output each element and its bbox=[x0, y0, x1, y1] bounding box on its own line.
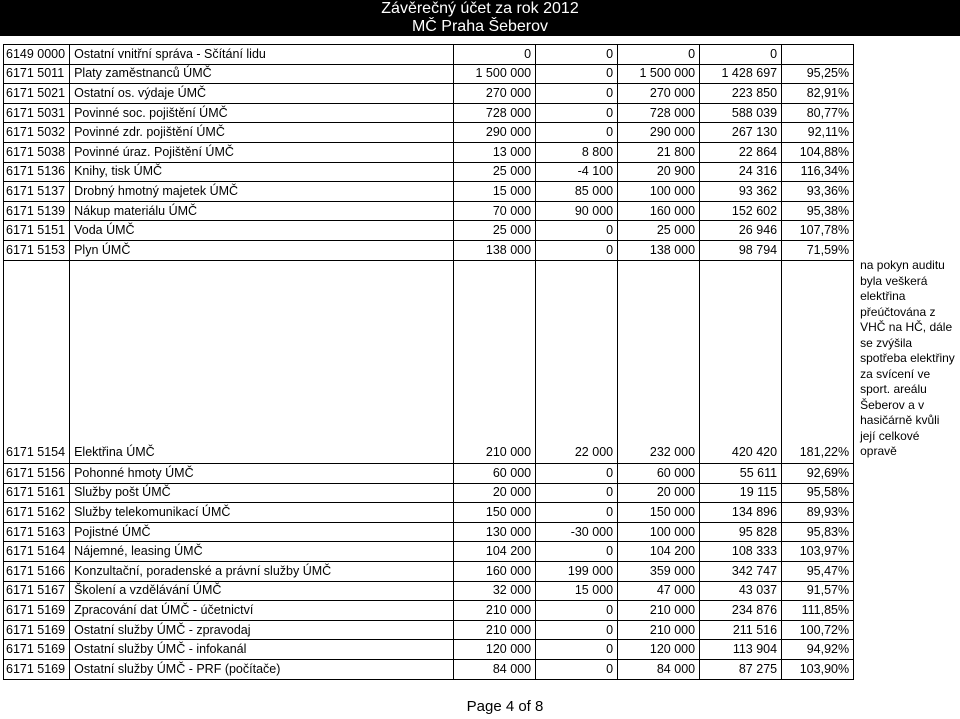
row-approved-budget: 290 000 bbox=[454, 123, 536, 143]
row-percent: 181,22% bbox=[782, 260, 854, 464]
row-actual: 134 896 bbox=[700, 503, 782, 523]
row-adjusted-budget: 0 bbox=[618, 45, 700, 65]
table-row bbox=[4, 464, 959, 484]
table-row bbox=[4, 84, 959, 104]
spacer-cell bbox=[854, 483, 959, 503]
row-name: Knihy, tisk ÚMČ bbox=[70, 162, 454, 182]
row-code: 6171 5169 bbox=[4, 640, 70, 660]
row-percent: 103,90% bbox=[782, 659, 854, 679]
table-row bbox=[4, 503, 959, 523]
row-budget-change: 199 000 bbox=[536, 562, 618, 582]
row-code: 6171 5032 bbox=[4, 123, 70, 143]
page-indicator: Page 4 of 8 bbox=[466, 698, 544, 715]
row-percent: 82,91% bbox=[782, 84, 854, 104]
electricity-note bbox=[854, 260, 959, 464]
row-actual: 55 611 bbox=[700, 464, 782, 484]
row-name: Pohonné hmoty ÚMČ bbox=[70, 464, 454, 484]
spacer-cell bbox=[854, 522, 959, 542]
spacer-cell bbox=[854, 640, 959, 660]
row-name: Elektřina ÚMČ bbox=[70, 260, 454, 464]
row-adjusted-budget: 150 000 bbox=[618, 503, 700, 523]
row-name: Ostatní os. výdaje ÚMČ bbox=[70, 84, 454, 104]
row-budget-change: 0 bbox=[536, 221, 618, 241]
row-name: Služby telekomunikací ÚMČ bbox=[70, 503, 454, 523]
row-percent: 95,38% bbox=[782, 201, 854, 221]
row-name: Nájemné, leasing ÚMČ bbox=[70, 542, 454, 562]
row-percent: 71,59% bbox=[782, 240, 854, 260]
row-actual: 342 747 bbox=[700, 562, 782, 582]
row-approved-budget: 120 000 bbox=[454, 640, 536, 660]
row-code: 6171 5169 bbox=[4, 620, 70, 640]
row-approved-budget: 20 000 bbox=[454, 483, 536, 503]
row-name: Konzultační, poradenské a právní služby ÚMČ bbox=[70, 562, 454, 582]
row-name: Drobný hmotný majetek ÚMČ bbox=[70, 182, 454, 202]
row-percent: 80,77% bbox=[782, 103, 854, 123]
row-budget-change: 0 bbox=[536, 640, 618, 660]
budget-table bbox=[3, 44, 959, 680]
row-adjusted-budget: 359 000 bbox=[618, 562, 700, 582]
row-approved-budget: 160 000 bbox=[454, 562, 536, 582]
row-approved-budget: 130 000 bbox=[454, 522, 536, 542]
spacer-cell bbox=[854, 620, 959, 640]
row-approved-budget: 13 000 bbox=[454, 142, 536, 162]
spacer-cell bbox=[854, 542, 959, 562]
row-code: 6171 5153 bbox=[4, 240, 70, 260]
row-code: 6171 5021 bbox=[4, 84, 70, 104]
row-adjusted-budget: 100 000 bbox=[618, 522, 700, 542]
row-approved-budget: 70 000 bbox=[454, 201, 536, 221]
row-actual: 22 864 bbox=[700, 142, 782, 162]
row-budget-change: 85 000 bbox=[536, 182, 618, 202]
row-adjusted-budget: 120 000 bbox=[618, 640, 700, 660]
row-actual: 43 037 bbox=[700, 581, 782, 601]
row-approved-budget: 728 000 bbox=[454, 103, 536, 123]
row-actual: 211 516 bbox=[700, 620, 782, 640]
row-adjusted-budget: 290 000 bbox=[618, 123, 700, 143]
row-budget-change: 0 bbox=[536, 45, 618, 65]
spacer-cell bbox=[854, 659, 959, 679]
row-percent: 100,72% bbox=[782, 620, 854, 640]
row-code: 6171 5161 bbox=[4, 483, 70, 503]
row-adjusted-budget: 160 000 bbox=[618, 201, 700, 221]
spacer-cell bbox=[854, 581, 959, 601]
row-approved-budget: 0 bbox=[454, 45, 536, 65]
row-actual: 87 275 bbox=[700, 659, 782, 679]
row-approved-budget: 25 000 bbox=[454, 221, 536, 241]
table-row bbox=[4, 123, 959, 143]
row-adjusted-budget: 232 000 bbox=[618, 260, 700, 464]
spacer-cell bbox=[854, 142, 959, 162]
row-percent: 92,69% bbox=[782, 464, 854, 484]
row-adjusted-budget: 210 000 bbox=[618, 620, 700, 640]
row-adjusted-budget: 84 000 bbox=[618, 659, 700, 679]
note-text: na pokyn auditu byla veškerá elektřina přeúčtována z VHČ na HČ, dále se zvýšila spotřeba elektřiny za svícení ve sport. areálu Šeberov a v hasičárně kvůli její celkové opravě bbox=[860, 258, 955, 459]
table-row bbox=[4, 522, 959, 542]
row-code: 6171 5164 bbox=[4, 542, 70, 562]
row-budget-change: 0 bbox=[536, 84, 618, 104]
document-title: Závěrečný účet za rok 2012 bbox=[381, 0, 579, 17]
row-code: 6149 0000 bbox=[4, 45, 70, 65]
row-actual: 19 115 bbox=[700, 483, 782, 503]
document-subtitle: MČ Praha Šeberov bbox=[411, 18, 549, 35]
row-actual: 98 794 bbox=[700, 240, 782, 260]
row-budget-change: 0 bbox=[536, 123, 618, 143]
row-name: Povinné úraz. Pojištění ÚMČ bbox=[70, 142, 454, 162]
row-approved-budget: 104 200 bbox=[454, 542, 536, 562]
row-actual: 152 602 bbox=[700, 201, 782, 221]
table-row bbox=[4, 64, 959, 84]
row-code: 6171 5151 bbox=[4, 221, 70, 241]
row-approved-budget: 210 000 bbox=[454, 620, 536, 640]
row-budget-change: 0 bbox=[536, 601, 618, 621]
row-actual: 588 039 bbox=[700, 103, 782, 123]
row-budget-change: 0 bbox=[536, 464, 618, 484]
row-percent: 95,83% bbox=[782, 522, 854, 542]
row-actual: 95 828 bbox=[700, 522, 782, 542]
row-code: 6171 5162 bbox=[4, 503, 70, 523]
spacer-cell bbox=[854, 601, 959, 621]
row-budget-change: 0 bbox=[536, 64, 618, 84]
table-row bbox=[4, 162, 959, 182]
row-actual: 234 876 bbox=[700, 601, 782, 621]
row-budget-change: 15 000 bbox=[536, 581, 618, 601]
spacer-cell bbox=[854, 64, 959, 84]
row-percent bbox=[782, 45, 854, 65]
row-code: 6171 5031 bbox=[4, 103, 70, 123]
row-percent: 103,97% bbox=[782, 542, 854, 562]
row-name: Ostatní služby ÚMČ - PRF (počítače) bbox=[70, 659, 454, 679]
table-row bbox=[4, 601, 959, 621]
row-actual: 267 130 bbox=[700, 123, 782, 143]
row-budget-change: 0 bbox=[536, 503, 618, 523]
row-budget-change: -4 100 bbox=[536, 162, 618, 182]
row-percent: 95,25% bbox=[782, 64, 854, 84]
table-row bbox=[4, 562, 959, 582]
table-row bbox=[4, 483, 959, 503]
row-percent: 92,11% bbox=[782, 123, 854, 143]
row-approved-budget: 60 000 bbox=[454, 464, 536, 484]
spacer-cell bbox=[854, 464, 959, 484]
row-code: 6171 5167 bbox=[4, 581, 70, 601]
row-code: 6171 5166 bbox=[4, 562, 70, 582]
row-approved-budget: 210 000 bbox=[454, 260, 536, 464]
row-code: 6171 5163 bbox=[4, 522, 70, 542]
table-row bbox=[4, 542, 959, 562]
row-percent: 107,78% bbox=[782, 221, 854, 241]
row-budget-change: 90 000 bbox=[536, 201, 618, 221]
row-budget-change: 0 bbox=[536, 542, 618, 562]
row-budget-change: 22 000 bbox=[536, 260, 618, 464]
row-actual: 26 946 bbox=[700, 221, 782, 241]
table-row bbox=[4, 260, 959, 464]
row-percent: 95,58% bbox=[782, 483, 854, 503]
row-budget-change: 0 bbox=[536, 620, 618, 640]
row-code: 6171 5136 bbox=[4, 162, 70, 182]
row-approved-budget: 84 000 bbox=[454, 659, 536, 679]
row-name: Školení a vzdělávání ÚMČ bbox=[70, 581, 454, 601]
row-code: 6171 5169 bbox=[4, 601, 70, 621]
row-budget-change: 0 bbox=[536, 483, 618, 503]
row-adjusted-budget: 20 000 bbox=[618, 483, 700, 503]
row-budget-change: 0 bbox=[536, 659, 618, 679]
row-adjusted-budget: 25 000 bbox=[618, 221, 700, 241]
row-name: Povinné soc. pojištění ÚMČ bbox=[70, 103, 454, 123]
row-actual: 420 420 bbox=[700, 260, 782, 464]
row-approved-budget: 150 000 bbox=[454, 503, 536, 523]
row-code: 6171 5137 bbox=[4, 182, 70, 202]
table-row bbox=[4, 182, 959, 202]
row-actual: 223 850 bbox=[700, 84, 782, 104]
row-name: Ostatní vnitřní správa - Sčítání lidu bbox=[70, 45, 454, 65]
row-adjusted-budget: 1 500 000 bbox=[618, 64, 700, 84]
row-approved-budget: 138 000 bbox=[454, 240, 536, 260]
row-actual: 113 904 bbox=[700, 640, 782, 660]
row-adjusted-budget: 100 000 bbox=[618, 182, 700, 202]
row-name: Nákup materiálu ÚMČ bbox=[70, 201, 454, 221]
spacer-cell bbox=[854, 182, 959, 202]
spacer-cell bbox=[854, 201, 959, 221]
row-name: Služby pošt ÚMČ bbox=[70, 483, 454, 503]
row-actual: 1 428 697 bbox=[700, 64, 782, 84]
row-adjusted-budget: 20 900 bbox=[618, 162, 700, 182]
row-adjusted-budget: 47 000 bbox=[618, 581, 700, 601]
table-row bbox=[4, 640, 959, 660]
table-row bbox=[4, 620, 959, 640]
table-row bbox=[4, 142, 959, 162]
row-budget-change: -30 000 bbox=[536, 522, 618, 542]
row-percent: 91,57% bbox=[782, 581, 854, 601]
row-percent: 116,34% bbox=[782, 162, 854, 182]
row-approved-budget: 1 500 000 bbox=[454, 64, 536, 84]
row-name: Plyn ÚMČ bbox=[70, 240, 454, 260]
table-row bbox=[4, 201, 959, 221]
row-actual: 108 333 bbox=[700, 542, 782, 562]
row-name: Ostatní služby ÚMČ - zpravodaj bbox=[70, 620, 454, 640]
table-row bbox=[4, 221, 959, 241]
row-name: Ostatní služby ÚMČ - infokanál bbox=[70, 640, 454, 660]
row-percent: 104,88% bbox=[782, 142, 854, 162]
row-code: 6171 5139 bbox=[4, 201, 70, 221]
spacer-cell bbox=[854, 562, 959, 582]
row-adjusted-budget: 270 000 bbox=[618, 84, 700, 104]
row-name: Voda ÚMČ bbox=[70, 221, 454, 241]
row-code: 6171 5169 bbox=[4, 659, 70, 679]
row-percent: 94,92% bbox=[782, 640, 854, 660]
row-approved-budget: 15 000 bbox=[454, 182, 536, 202]
row-code: 6171 5156 bbox=[4, 464, 70, 484]
row-name: Platy zaměstnanců ÚMČ bbox=[70, 64, 454, 84]
row-percent: 93,36% bbox=[782, 182, 854, 202]
row-actual: 24 316 bbox=[700, 162, 782, 182]
row-adjusted-budget: 728 000 bbox=[618, 103, 700, 123]
row-percent: 111,85% bbox=[782, 601, 854, 621]
row-approved-budget: 210 000 bbox=[454, 601, 536, 621]
row-approved-budget: 32 000 bbox=[454, 581, 536, 601]
row-name: Povinné zdr. pojištění ÚMČ bbox=[70, 123, 454, 143]
spacer-cell bbox=[854, 503, 959, 523]
table-row bbox=[4, 240, 959, 260]
spacer-cell bbox=[854, 103, 959, 123]
row-budget-change: 0 bbox=[536, 240, 618, 260]
table-row bbox=[4, 45, 959, 65]
spacer-cell bbox=[854, 45, 959, 65]
row-adjusted-budget: 138 000 bbox=[618, 240, 700, 260]
row-budget-change: 8 800 bbox=[536, 142, 618, 162]
row-approved-budget: 270 000 bbox=[454, 84, 536, 104]
spacer-cell bbox=[854, 123, 959, 143]
row-approved-budget: 25 000 bbox=[454, 162, 536, 182]
row-adjusted-budget: 21 800 bbox=[618, 142, 700, 162]
row-adjusted-budget: 104 200 bbox=[618, 542, 700, 562]
row-name: Pojistné ÚMČ bbox=[70, 522, 454, 542]
row-code: 6171 5011 bbox=[4, 64, 70, 84]
row-percent: 89,93% bbox=[782, 503, 854, 523]
spacer-cell bbox=[854, 162, 959, 182]
spacer-cell bbox=[854, 84, 959, 104]
row-percent: 95,47% bbox=[782, 562, 854, 582]
table-row bbox=[4, 103, 959, 123]
row-code: 6171 5038 bbox=[4, 142, 70, 162]
table-row bbox=[4, 659, 959, 679]
table-row bbox=[4, 581, 959, 601]
spacer-cell bbox=[854, 221, 959, 241]
row-actual: 0 bbox=[700, 45, 782, 65]
header-bar bbox=[0, 0, 960, 36]
row-name: Zpracování dat ÚMČ - účetnictví bbox=[70, 601, 454, 621]
row-adjusted-budget: 60 000 bbox=[618, 464, 700, 484]
row-budget-change: 0 bbox=[536, 103, 618, 123]
row-actual: 93 362 bbox=[700, 182, 782, 202]
row-code: 6171 5154 bbox=[4, 260, 70, 464]
row-adjusted-budget: 210 000 bbox=[618, 601, 700, 621]
